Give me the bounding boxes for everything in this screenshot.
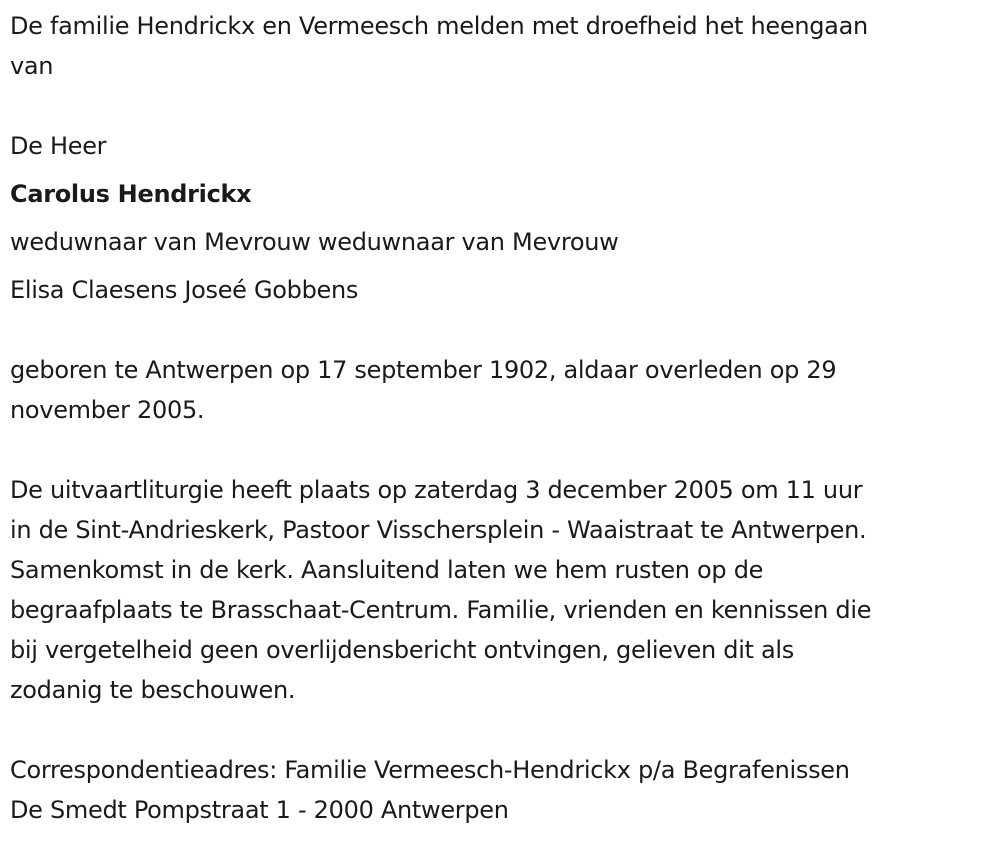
- funeral-line-5: bij vergetelheid geen overlijdensbericht ontvingen, gelieven dit als: [10, 636, 794, 664]
- widower-line-2: Elisa Claesens Joseé Gobbens: [10, 276, 359, 304]
- funeral-line-2: in de Sint-Andrieskerk, Pastoor Visschersplein - Waaistraat te Antwerpen.: [10, 516, 867, 544]
- widower-line-1: weduwnaar van Mevrouw weduwnaar van Mevrouw: [10, 228, 619, 256]
- correspondence-line-1: Correspondentieadres: Familie Vermeesch-Hendrickx p/a Begrafenissen: [10, 756, 850, 784]
- correspondence-line-2: De Smedt Pompstraat 1 - 2000 Antwerpen: [10, 796, 509, 824]
- funeral-line-6: zodanig te beschouwen.: [10, 676, 296, 704]
- funeral-line-4: begraafplaats te Brasschaat-Centrum. Familie, vrienden en kennissen die: [10, 596, 872, 624]
- intro-line-2: van: [10, 52, 54, 80]
- birth-death-line-2: november 2005.: [10, 396, 205, 424]
- funeral-line-1: De uitvaartliturgie heeft plaats op zaterdag 3 december 2005 om 11 uur: [10, 476, 863, 504]
- intro-line-1: De familie Hendrickx en Vermeesch melden met droefheid het heengaan: [10, 12, 868, 40]
- deceased-name: Carolus Hendrickx: [10, 180, 252, 208]
- birth-death-line-1: geboren te Antwerpen op 17 september 1902, aldaar overleden op 29: [10, 356, 837, 384]
- funeral-line-3: Samenkomst in de kerk. Aansluitend laten we hem rusten op de: [10, 556, 764, 584]
- honorific-title: De Heer: [10, 132, 107, 160]
